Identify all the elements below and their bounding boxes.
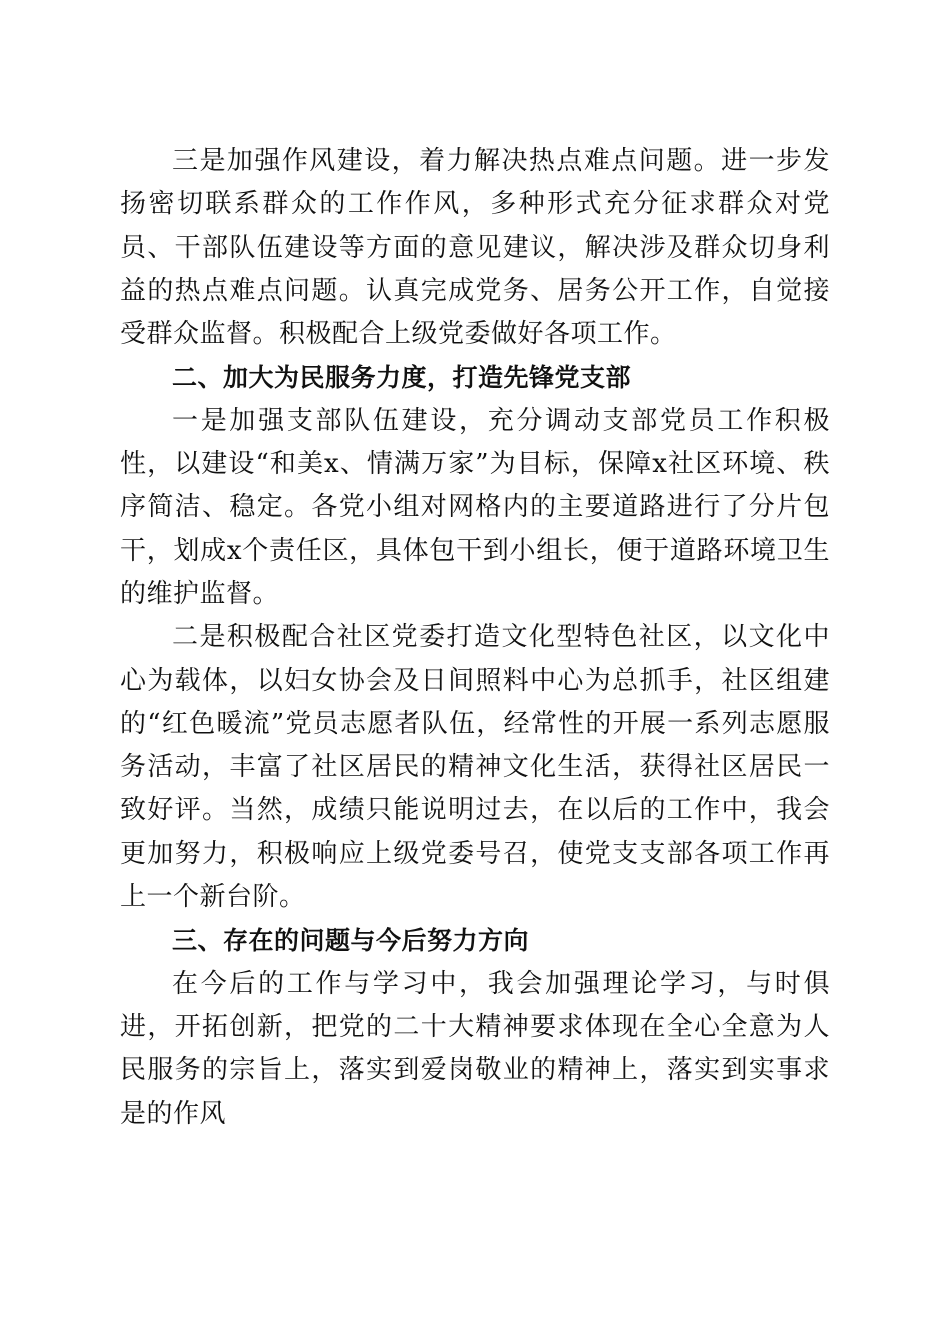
section-heading-service: 二、加大为民服务力度，打造先锋党支部 bbox=[172, 363, 632, 393]
paragraph-cultural-community: 二是积极配合社区党委打造文化型特色社区，以文化中心为载体，以妇女协会及日间照料中心为总抓手，社区组建的“红色暖流”党员志愿者队伍，经常性的开展一系列志愿服务活动，丰富了社区居民的精神文化生活，获得社区居民一致好评。当然，成绩只能说明过去，在以后的工作中，我会更加努力，积极响应上级党委号召，使党支支部各项工作再上一个新台阶。 bbox=[120, 622, 830, 913]
paragraph-branch-team: 一是加强支部队伍建设，充分调动支部党员工作积极性，以建设“和美x、情满万家”为目标，保障x社区环境、秩序简洁、稳定。各党小组对网格内的主要道路进行了分片包干，划成x个责任区，具体包干到小组长，便于道路环境卫生的维护监督。 bbox=[120, 405, 830, 609]
section-heading-problems: 三、存在的问题与今后努力方向 bbox=[172, 926, 530, 956]
document-body bbox=[120, 140, 830, 1136]
paragraph-work-style: 三是加强作风建设，着力解决热点难点问题。进一步发扬密切联系群众的工作作风，多种形式充分征求群众对党员、干部队伍建设等方面的意见建议，解决涉及群众切身利益的热点难点问题。认真完成党务、居务公开工作，自觉接受群众监督。积极配合上级党委做好各项工作。 bbox=[120, 146, 830, 350]
paragraph-future-direction: 在今后的工作与学习中，我会加强理论学习，与时俱进，开拓创新，把党的二十大精神要求体现在全心全意为人民服务的宗旨上，落实到爱岗敬业的精神上，落实到实事求是的作风 bbox=[120, 968, 830, 1129]
